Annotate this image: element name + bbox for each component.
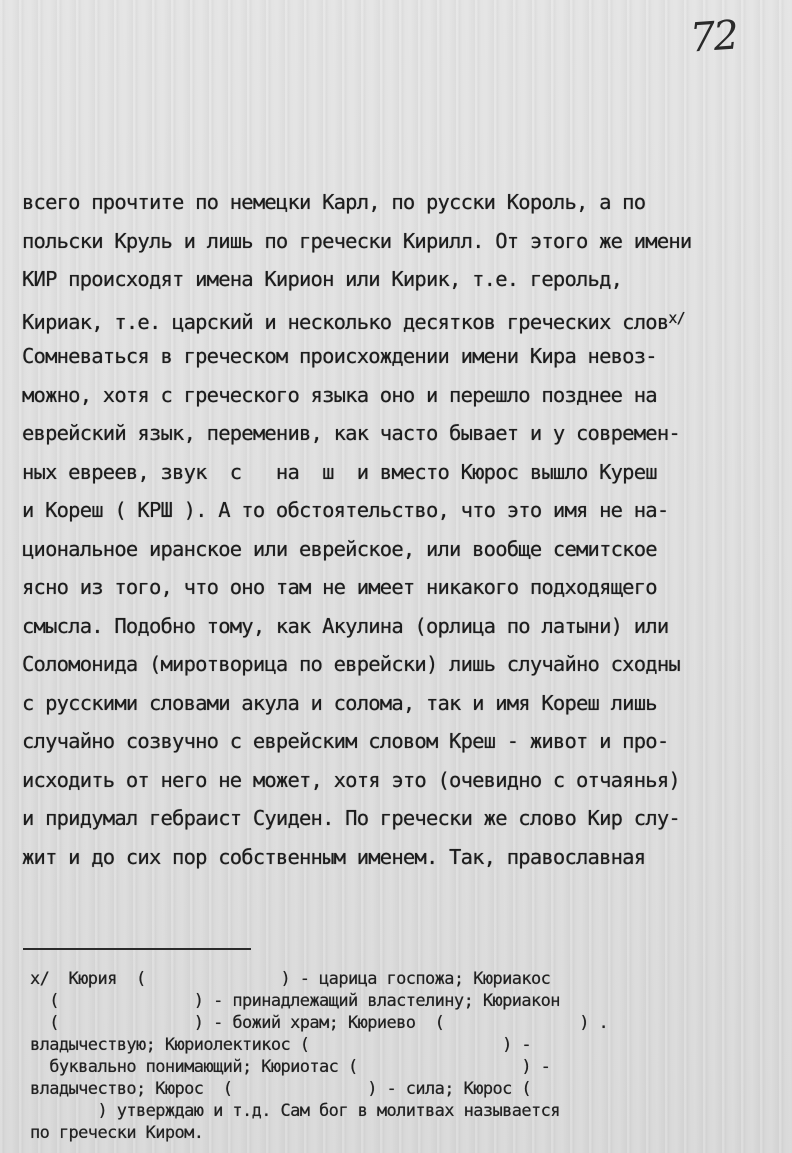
text-line: случайно созвучно с еврейским словом Креш - живот и про- xyxy=(22,729,669,753)
footnote-divider xyxy=(23,948,251,950)
main-text xyxy=(22,183,792,876)
text-line xyxy=(22,299,792,338)
text-line: и Кореш ( КРШ ). А то обстоятельство, что это имя не на- xyxy=(22,498,669,522)
text-line: всего прочтите по немецки Карл, по русски Король, а по xyxy=(22,190,646,214)
text-line: КИР происходят имена Кирион или Кирик, т.е. герольд, xyxy=(22,267,623,291)
footnote-line: по гречески Киром. xyxy=(30,1123,204,1143)
footnote-line: x/ Кюрия ( ) - царица госпожа; Кюриакос xyxy=(30,969,551,989)
footnote-line: буквально понимающий; Кюриотас ( ) - xyxy=(30,1057,551,1077)
footnote-line: ( ) - принадлежащий властелину; Кюриакон xyxy=(30,991,560,1011)
text-line: еврейский язык, переменив, как часто бывает и у современ- xyxy=(22,421,680,445)
text-line: циональное иранское или еврейское, или вообще семитское xyxy=(22,536,657,561)
text-line: Сомневаться в греческом происхождении имени Кира невоз- xyxy=(22,344,657,368)
text-line: жит и до сих пор собственным именем. Так, православная xyxy=(22,844,646,869)
text-line: можно, хотя с греческого языка оно и перешло позднее на xyxy=(22,382,657,407)
text-line: ясно из того, что оно там не имеет никакого подходящего xyxy=(22,575,657,599)
footnote-line: владычествую; Кюриолектикос ( ) - xyxy=(30,1035,532,1055)
text-line: смысла. Подобно тому, как Акулина (орлица по латыни) или xyxy=(22,613,669,638)
text-line: с русскими словами акула и солома, так и имя Кореш лишь xyxy=(22,690,657,715)
page-number: 72 xyxy=(688,12,739,62)
text-line: исходить от него не может, хотя это (очевидно с отчаянья) xyxy=(22,767,680,792)
text-line: ных евреев, звук с на ш и вместо Кюрос вышло Куреш xyxy=(22,459,657,484)
text-line-content: Кириак, т.е. царский и несколько десятков греческих слов xyxy=(22,309,669,334)
footnote-line: ) утверждаю и т.д. Сам бог в молитвах называется xyxy=(30,1101,560,1121)
footnote-line: владычество; Кюрос ( ) - сила; Кюрос ( xyxy=(30,1079,532,1099)
text-line: польски Круль и лишь по гречески Кирилл. От этого же имени xyxy=(22,228,692,253)
footnote-reference: x/ xyxy=(668,308,685,327)
text-line: Соломонида (миротворица по еврейски) лишь случайно сходны xyxy=(22,652,680,676)
footnote-line: ( ) - божий храм; Кюриево ( ) . xyxy=(30,1013,609,1033)
footnote xyxy=(30,968,790,1144)
text-line: и придумал гебраист Суиден. По гречески же слово Кир слу- xyxy=(22,806,680,830)
